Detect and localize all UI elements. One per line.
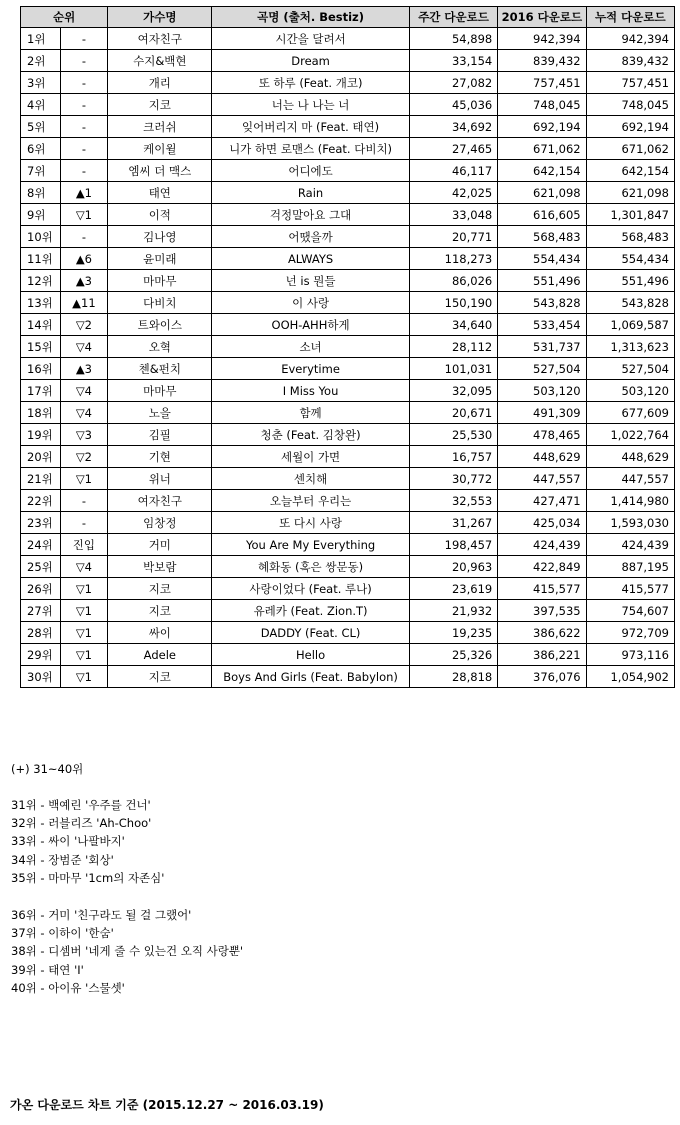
song-cell: 잊어버리지 마 (Feat. 태연)	[212, 116, 410, 138]
total-downloads-cell: 972,709	[586, 622, 674, 644]
artist-cell: 거미	[108, 534, 212, 556]
song-cell: 청춘 (Feat. 김창완)	[212, 424, 410, 446]
weekly-downloads-cell: 16,757	[409, 446, 497, 468]
weekly-downloads-cell: 46,117	[409, 160, 497, 182]
rank-cell: 10위	[21, 226, 61, 248]
table-header-row	[21, 7, 675, 28]
downloads-2016-cell: 447,557	[498, 468, 586, 490]
total-downloads-cell: 1,313,623	[586, 336, 674, 358]
song-cell: 니가 하면 로맨스 (Feat. 다비치)	[212, 138, 410, 160]
song-cell: ALWAYS	[212, 248, 410, 270]
artist-cell: 여자친구	[108, 490, 212, 512]
artist-cell: 박보람	[108, 556, 212, 578]
rank-cell: 2위	[21, 50, 61, 72]
song-cell: 센치해	[212, 468, 410, 490]
rank-cell: 20위	[21, 446, 61, 468]
song-cell: 어디에도	[212, 160, 410, 182]
song-cell: Dream	[212, 50, 410, 72]
artist-cell: 엠씨 더 맥스	[108, 160, 212, 182]
downloads-2016-cell: 748,045	[498, 94, 586, 116]
rank-cell: 18위	[21, 402, 61, 424]
table-row	[21, 556, 675, 578]
downloads-2016-cell: 527,504	[498, 358, 586, 380]
change-cell: ▽1	[60, 666, 108, 688]
artist-cell: 지코	[108, 578, 212, 600]
downloads-2016-cell: 448,629	[498, 446, 586, 468]
downloads-2016-cell: 543,828	[498, 292, 586, 314]
rank-cell: 13위	[21, 292, 61, 314]
total-downloads-cell: 554,434	[586, 248, 674, 270]
table-row	[21, 336, 675, 358]
song-cell: 이 사랑	[212, 292, 410, 314]
change-cell: ▽1	[60, 204, 108, 226]
table-row	[21, 622, 675, 644]
rank-cell: 29위	[21, 644, 61, 666]
total-downloads-cell: 1,022,764	[586, 424, 674, 446]
weekly-downloads-cell: 32,553	[409, 490, 497, 512]
change-cell: ▽4	[60, 336, 108, 358]
rank-cell: 14위	[21, 314, 61, 336]
table-row	[21, 600, 675, 622]
weekly-downloads-cell: 23,619	[409, 578, 497, 600]
artist-cell: 오혁	[108, 336, 212, 358]
change-cell: -	[60, 72, 108, 94]
table-row	[21, 490, 675, 512]
weekly-downloads-cell: 86,026	[409, 270, 497, 292]
weekly-downloads-cell: 21,932	[409, 600, 497, 622]
rank-cell: 30위	[21, 666, 61, 688]
change-cell: ▽1	[60, 468, 108, 490]
weekly-downloads-cell: 42,025	[409, 182, 497, 204]
artist-cell: 윤미래	[108, 248, 212, 270]
ranking-note-line: 38위 - 디셈버 '네게 줄 수 있는건 오직 사랑뿐'	[11, 944, 244, 959]
downloads-2016-cell: 533,454	[498, 314, 586, 336]
rank-cell: 21위	[21, 468, 61, 490]
table-row	[21, 182, 675, 204]
footer-source: 가온 다운로드 차트 기준 (2015.12.27 ~ 2016.03.19)	[10, 1098, 324, 1112]
table-row	[21, 72, 675, 94]
artist-cell: 임창정	[108, 512, 212, 534]
total-downloads-cell: 415,577	[586, 578, 674, 600]
downloads-2016-cell: 386,622	[498, 622, 586, 644]
total-downloads-cell: 942,394	[586, 28, 674, 50]
artist-cell: 트와이스	[108, 314, 212, 336]
change-cell: -	[60, 28, 108, 50]
rank-cell: 3위	[21, 72, 61, 94]
song-cell: 걱정말아요 그대	[212, 204, 410, 226]
change-cell: ▽4	[60, 402, 108, 424]
downloads-2016-cell: 386,221	[498, 644, 586, 666]
song-cell: 너는 나 나는 너	[212, 94, 410, 116]
artist-cell: 위너	[108, 468, 212, 490]
rank-cell: 4위	[21, 94, 61, 116]
change-cell: ▲1	[60, 182, 108, 204]
change-cell: ▽4	[60, 380, 108, 402]
table-row	[21, 204, 675, 226]
artist-cell: 수지&백현	[108, 50, 212, 72]
table-row	[21, 424, 675, 446]
artist-cell: Adele	[108, 644, 212, 666]
table-row	[21, 50, 675, 72]
table-body	[21, 28, 675, 688]
artist-cell: 개리	[108, 72, 212, 94]
ranking-note-line: 40위 - 아이유 '스물셋'	[11, 980, 125, 995]
artist-cell: 지코	[108, 666, 212, 688]
weekly-downloads-cell: 198,457	[409, 534, 497, 556]
table-row	[21, 380, 675, 402]
weekly-downloads-cell: 30,772	[409, 468, 497, 490]
weekly-downloads-cell: 150,190	[409, 292, 497, 314]
change-cell: ▲3	[60, 270, 108, 292]
weekly-downloads-cell: 27,082	[409, 72, 497, 94]
total-downloads-cell: 503,120	[586, 380, 674, 402]
artist-cell: 지코	[108, 94, 212, 116]
total-downloads-cell: 447,557	[586, 468, 674, 490]
table-row	[21, 358, 675, 380]
downloads-2016-cell: 491,309	[498, 402, 586, 424]
downloads-2016-cell: 415,577	[498, 578, 586, 600]
table-row	[21, 512, 675, 534]
total-downloads-cell: 551,496	[586, 270, 674, 292]
change-cell: ▽4	[60, 556, 108, 578]
table-row	[21, 314, 675, 336]
downloads-2016-cell: 757,451	[498, 72, 586, 94]
downloads-2016-cell: 427,471	[498, 490, 586, 512]
ranking-note-line: 37위 - 이하이 '한숨'	[11, 926, 114, 941]
table-row	[21, 534, 675, 556]
table-row	[21, 28, 675, 50]
song-cell: 어땠을까	[212, 226, 410, 248]
table-row	[21, 160, 675, 182]
weekly-downloads-cell: 25,326	[409, 644, 497, 666]
rank-cell: 15위	[21, 336, 61, 358]
rank-cell: 28위	[21, 622, 61, 644]
table-row	[21, 116, 675, 138]
total-downloads-cell: 527,504	[586, 358, 674, 380]
table-row	[21, 270, 675, 292]
song-cell: 소녀	[212, 336, 410, 358]
artist-cell: 마마무	[108, 270, 212, 292]
ranking-note-line: 39위 - 태연 'I'	[11, 962, 84, 977]
song-cell: 세월이 가면	[212, 446, 410, 468]
song-cell: 함께	[212, 402, 410, 424]
ranking-note-line: 35위 - 마마무 '1cm의 자존심'	[11, 870, 165, 885]
downloads-2016-cell: 942,394	[498, 28, 586, 50]
rank-cell: 9위	[21, 204, 61, 226]
song-cell: Everytime	[212, 358, 410, 380]
artist-cell: 김나영	[108, 226, 212, 248]
downloads-2016-cell: 568,483	[498, 226, 586, 248]
change-cell: ▲11	[60, 292, 108, 314]
song-cell: 시간을 달려서	[212, 28, 410, 50]
change-cell: ▽1	[60, 622, 108, 644]
song-cell: 사랑이었다 (Feat. 루나)	[212, 578, 410, 600]
table-row	[21, 666, 675, 688]
song-cell: 혜화동 (혹은 쌍문동)	[212, 556, 410, 578]
song-cell: I Miss You	[212, 380, 410, 402]
artist-cell: 이적	[108, 204, 212, 226]
rank-cell: 11위	[21, 248, 61, 270]
change-cell: ▽3	[60, 424, 108, 446]
weekly-downloads-cell: 101,031	[409, 358, 497, 380]
notes-group-36-40	[11, 906, 243, 997]
downloads-2016-cell: 616,605	[498, 204, 586, 226]
song-cell: OOH-AHH하게	[212, 314, 410, 336]
rank-cell: 7위	[21, 160, 61, 182]
downloads-2016-cell: 692,194	[498, 116, 586, 138]
artist-cell: 김필	[108, 424, 212, 446]
rank-cell: 19위	[21, 424, 61, 446]
change-cell: -	[60, 226, 108, 248]
header-artist: 가수명	[108, 7, 212, 28]
downloads-2016-cell: 424,439	[498, 534, 586, 556]
rank-cell: 5위	[21, 116, 61, 138]
rank-cell: 1위	[21, 28, 61, 50]
artist-cell: 싸이	[108, 622, 212, 644]
artist-cell: 지코	[108, 600, 212, 622]
notes-group-31-35	[11, 796, 164, 887]
song-cell: 유레카 (Feat. Zion.T)	[212, 600, 410, 622]
weekly-downloads-cell: 20,771	[409, 226, 497, 248]
downloads-2016-cell: 642,154	[498, 160, 586, 182]
change-cell: ▲6	[60, 248, 108, 270]
change-cell: ▽1	[60, 600, 108, 622]
total-downloads-cell: 1,054,902	[586, 666, 674, 688]
song-cell: 넌 is 뭔들	[212, 270, 410, 292]
artist-cell: 태연	[108, 182, 212, 204]
weekly-downloads-cell: 28,112	[409, 336, 497, 358]
weekly-downloads-cell: 27,465	[409, 138, 497, 160]
change-cell: ▽1	[60, 578, 108, 600]
artist-cell: 케이윌	[108, 138, 212, 160]
downloads-2016-cell: 503,120	[498, 380, 586, 402]
downloads-2016-cell: 531,737	[498, 336, 586, 358]
downloads-2016-cell: 551,496	[498, 270, 586, 292]
ranking-note-line: 32위 - 러블리즈 'Ah-Choo'	[11, 816, 152, 831]
song-cell: You Are My Everything	[212, 534, 410, 556]
total-downloads-cell: 448,629	[586, 446, 674, 468]
header-weekly: 주간 다운로드	[409, 7, 497, 28]
total-downloads-cell: 543,828	[586, 292, 674, 314]
weekly-downloads-cell: 118,273	[409, 248, 497, 270]
table-row	[21, 248, 675, 270]
table-row	[21, 468, 675, 490]
rank-cell: 17위	[21, 380, 61, 402]
weekly-downloads-cell: 45,036	[409, 94, 497, 116]
artist-cell: 크러쉬	[108, 116, 212, 138]
artist-cell: 다비치	[108, 292, 212, 314]
change-cell: -	[60, 160, 108, 182]
weekly-downloads-cell: 25,530	[409, 424, 497, 446]
table-row	[21, 578, 675, 600]
weekly-downloads-cell: 34,692	[409, 116, 497, 138]
rank-cell: 24위	[21, 534, 61, 556]
artist-cell: 첸&펀치	[108, 358, 212, 380]
weekly-downloads-cell: 33,048	[409, 204, 497, 226]
total-downloads-cell: 1,414,980	[586, 490, 674, 512]
total-downloads-cell: 1,069,587	[586, 314, 674, 336]
header-2016: 2016 다운로드	[498, 7, 586, 28]
rank-cell: 26위	[21, 578, 61, 600]
rank-cell: 6위	[21, 138, 61, 160]
total-downloads-cell: 424,439	[586, 534, 674, 556]
change-cell: ▽2	[60, 314, 108, 336]
total-downloads-cell: 621,098	[586, 182, 674, 204]
song-cell: Rain	[212, 182, 410, 204]
rank-cell: 23위	[21, 512, 61, 534]
rank-cell: 12위	[21, 270, 61, 292]
change-cell: -	[60, 512, 108, 534]
weekly-downloads-cell: 20,963	[409, 556, 497, 578]
total-downloads-cell: 757,451	[586, 72, 674, 94]
weekly-downloads-cell: 31,267	[409, 512, 497, 534]
song-cell: Hello	[212, 644, 410, 666]
weekly-downloads-cell: 20,671	[409, 402, 497, 424]
downloads-2016-cell: 425,034	[498, 512, 586, 534]
header-song: 곡명 (출처. Bestiz)	[212, 7, 410, 28]
table-row	[21, 226, 675, 248]
total-downloads-cell: 1,301,847	[586, 204, 674, 226]
total-downloads-cell: 568,483	[586, 226, 674, 248]
rank-cell: 22위	[21, 490, 61, 512]
change-cell: -	[60, 490, 108, 512]
change-cell: -	[60, 94, 108, 116]
total-downloads-cell: 677,609	[586, 402, 674, 424]
ranking-note-line: 33위 - 싸이 '나팔바지'	[11, 834, 125, 849]
artist-cell: 여자친구	[108, 28, 212, 50]
ranking-note-line: 31위 - 백예린 '우주를 건너'	[11, 798, 151, 812]
downloads-2016-cell: 839,432	[498, 50, 586, 72]
artist-cell: 기현	[108, 446, 212, 468]
total-downloads-cell: 839,432	[586, 50, 674, 72]
total-downloads-cell: 1,593,030	[586, 512, 674, 534]
song-cell: Boys And Girls (Feat. Babylon)	[212, 666, 410, 688]
downloads-2016-cell: 478,465	[498, 424, 586, 446]
table-row	[21, 292, 675, 314]
table-row	[21, 94, 675, 116]
ranking-note-line: 36위 - 거미 '친구라도 될 걸 그랬어'	[11, 908, 192, 922]
weekly-downloads-cell: 28,818	[409, 666, 497, 688]
table-row	[21, 446, 675, 468]
total-downloads-cell: 642,154	[586, 160, 674, 182]
change-cell: ▽1	[60, 644, 108, 666]
downloads-2016-cell: 376,076	[498, 666, 586, 688]
total-downloads-cell: 887,195	[586, 556, 674, 578]
ranking-note-line: 34위 - 장범준 '회상'	[11, 852, 114, 867]
artist-cell: 노을	[108, 402, 212, 424]
weekly-downloads-cell: 32,095	[409, 380, 497, 402]
total-downloads-cell: 754,607	[586, 600, 674, 622]
change-cell: ▽2	[60, 446, 108, 468]
change-cell: -	[60, 138, 108, 160]
rank-cell: 8위	[21, 182, 61, 204]
table-row	[21, 138, 675, 160]
total-downloads-cell: 671,062	[586, 138, 674, 160]
weekly-downloads-cell: 34,640	[409, 314, 497, 336]
change-cell: -	[60, 50, 108, 72]
total-downloads-cell: 692,194	[586, 116, 674, 138]
downloads-2016-cell: 397,535	[498, 600, 586, 622]
change-cell: -	[60, 116, 108, 138]
song-cell: 또 다시 사랑	[212, 512, 410, 534]
table-row	[21, 644, 675, 666]
total-downloads-cell: 748,045	[586, 94, 674, 116]
rank-cell: 27위	[21, 600, 61, 622]
rank-cell: 25위	[21, 556, 61, 578]
download-chart-table	[20, 6, 675, 688]
downloads-2016-cell: 621,098	[498, 182, 586, 204]
downloads-2016-cell: 554,434	[498, 248, 586, 270]
artist-cell: 마마무	[108, 380, 212, 402]
weekly-downloads-cell: 33,154	[409, 50, 497, 72]
total-downloads-cell: 973,116	[586, 644, 674, 666]
rank-cell: 16위	[21, 358, 61, 380]
notes-heading: (+) 31~40위	[11, 762, 84, 776]
change-cell: ▲3	[60, 358, 108, 380]
weekly-downloads-cell: 19,235	[409, 622, 497, 644]
change-cell: 진입	[60, 534, 108, 556]
table-row	[21, 402, 675, 424]
downloads-2016-cell: 671,062	[498, 138, 586, 160]
weekly-downloads-cell: 54,898	[409, 28, 497, 50]
song-cell: 오늘부터 우리는	[212, 490, 410, 512]
song-cell: DADDY (Feat. CL)	[212, 622, 410, 644]
downloads-2016-cell: 422,849	[498, 556, 586, 578]
header-total: 누적 다운로드	[586, 7, 674, 28]
header-rank: 순위	[21, 7, 108, 28]
song-cell: 또 하루 (Feat. 개코)	[212, 72, 410, 94]
